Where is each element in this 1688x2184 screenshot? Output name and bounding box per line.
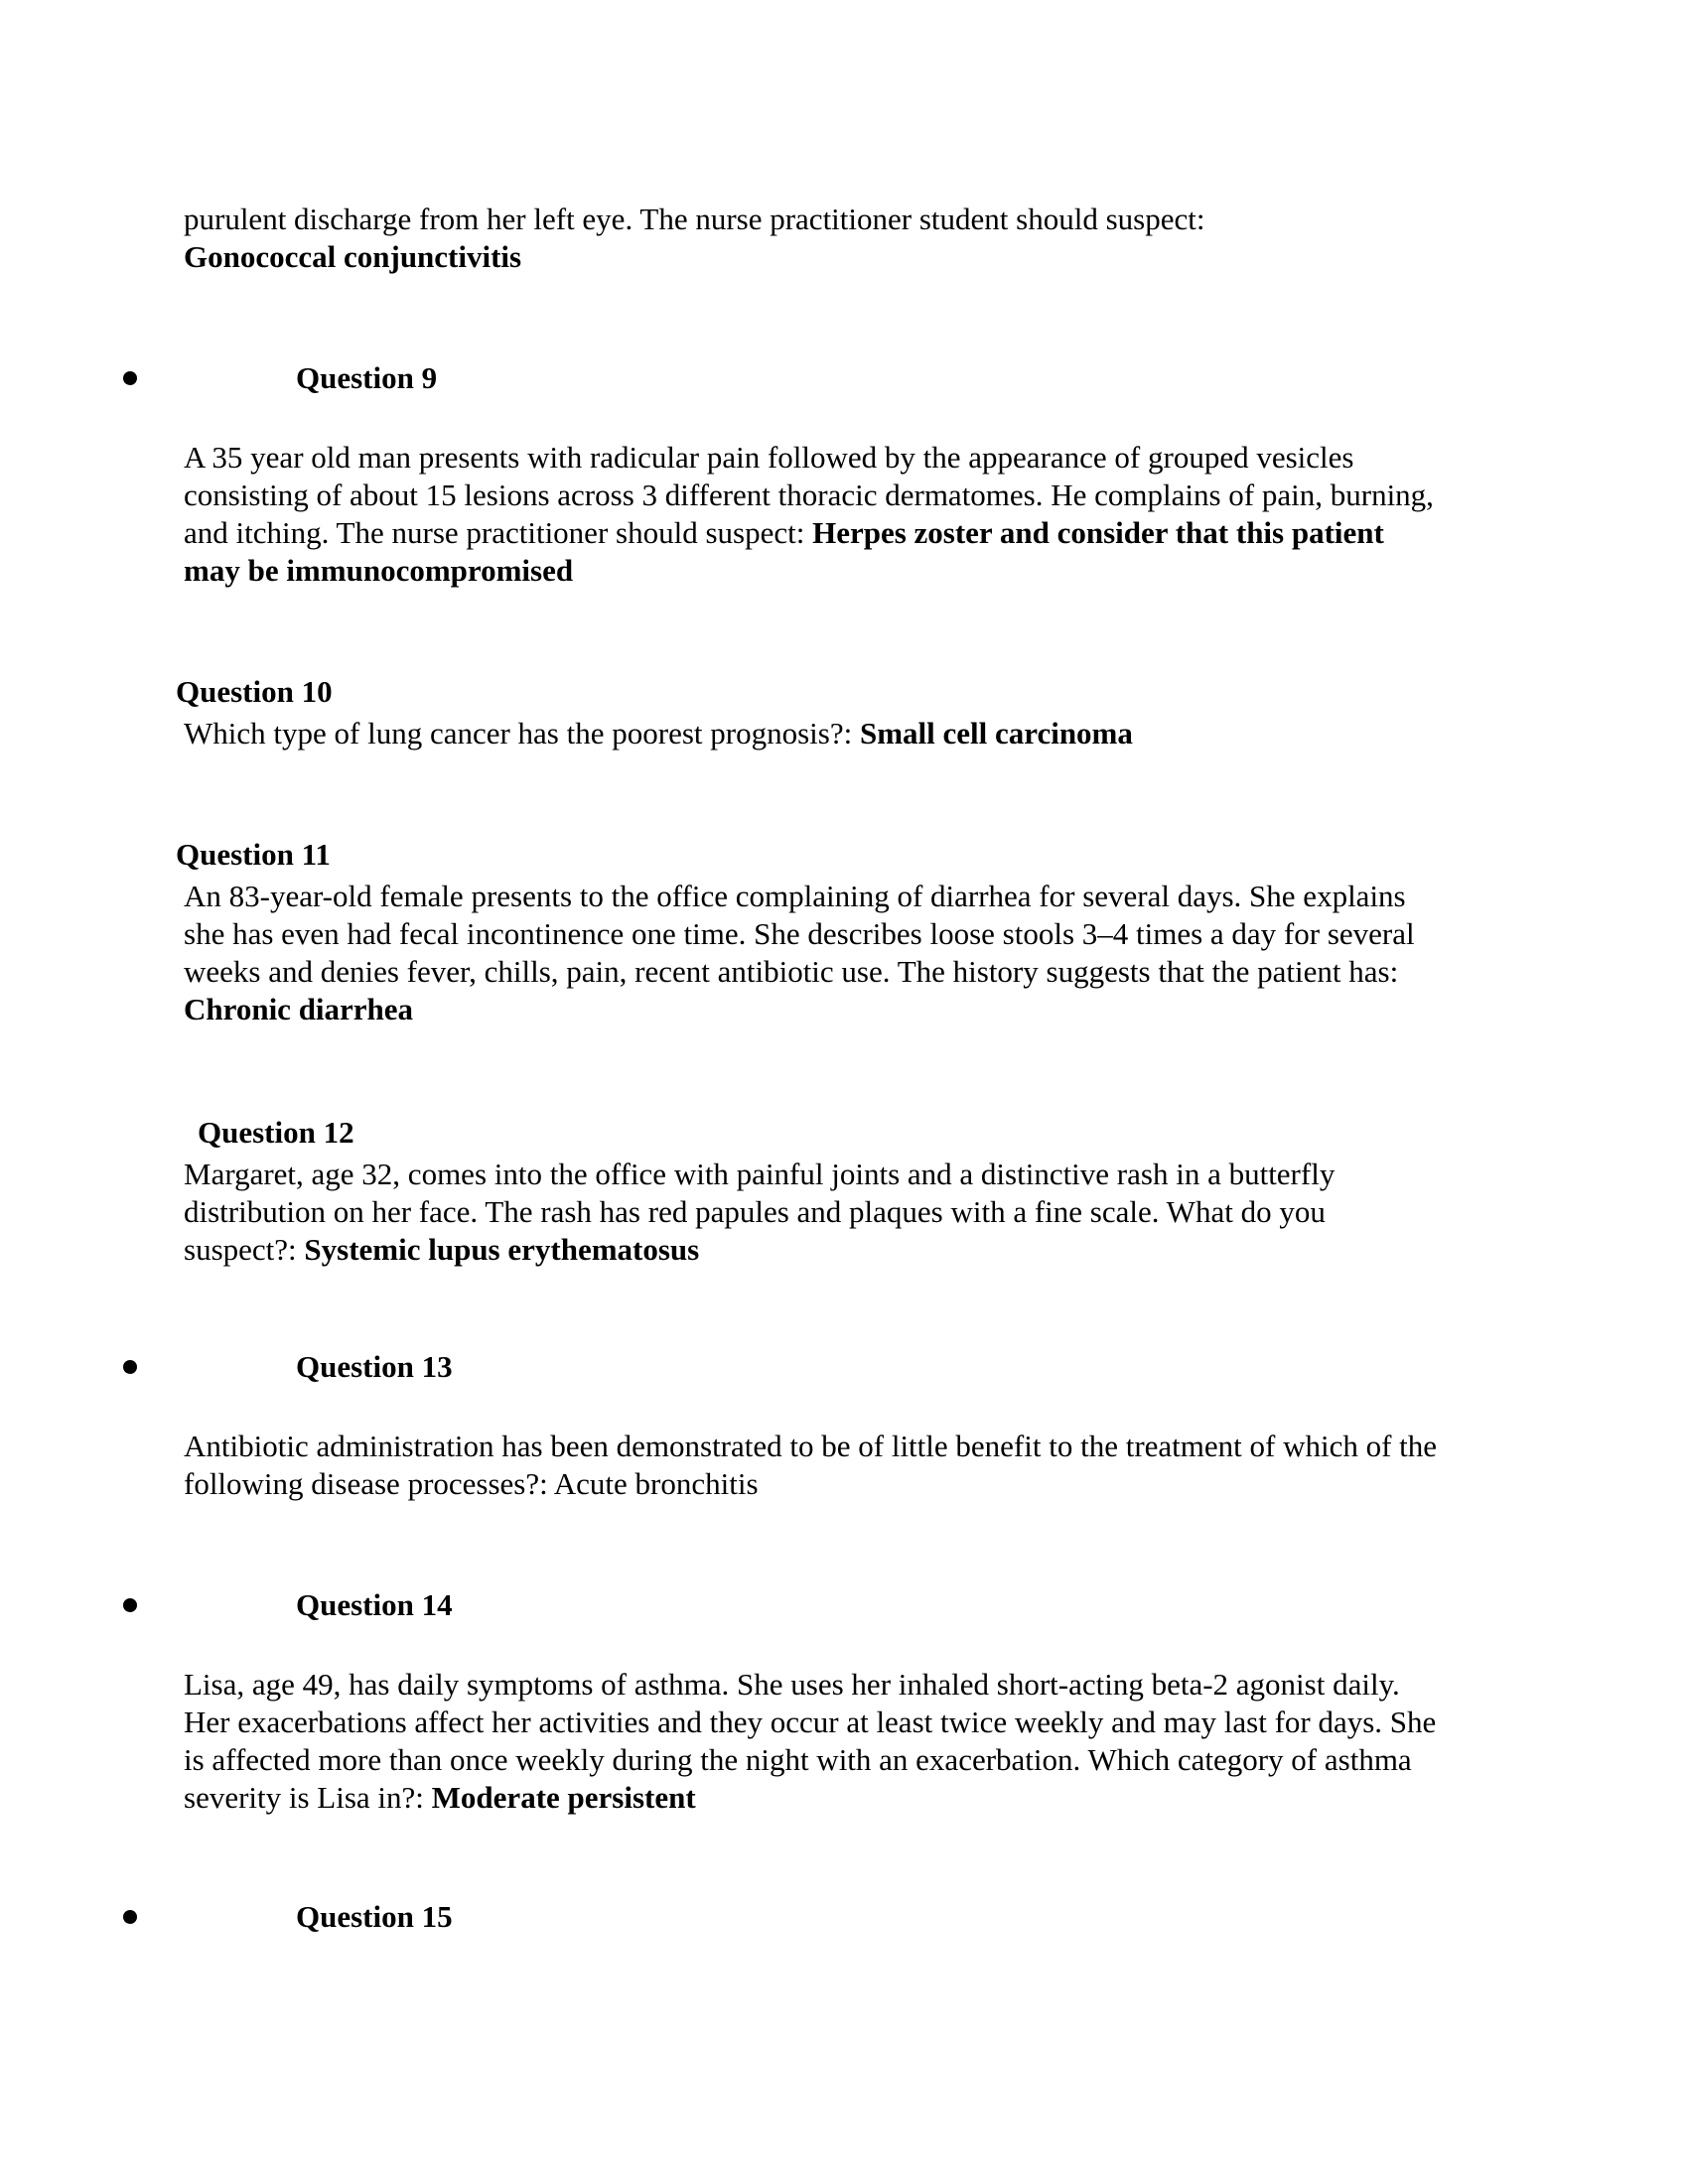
question-11-text: An 83-year-old female presents to the office complaining of diarrhea for several days. She explains she has even had fecal incontinence one time. She describes loose stools 3–4 times a day for several weeks and denies fever, chills, pain, recent antibiotic use. The history suggests that the patient has: — [184, 879, 1415, 989]
intro-text: purulent discharge from her left eye. The nurse practitioner student should suspect: — [184, 202, 1205, 236]
question-9-answer: Herpes zoster and consider that this patient may be immunocompromised — [184, 515, 1384, 588]
question-10-text: Which type of lung cancer has the poorest prognosis?: — [184, 716, 860, 751]
question-11-heading: Question 11 — [176, 837, 331, 872]
question-13-body — [184, 1428, 1445, 1503]
intro-paragraph — [184, 201, 1445, 276]
question-9-heading: Question 9 — [296, 360, 438, 395]
question-9-text: A 35 year old man presents with radicular pain followed by the appearance of grouped vesicles consisting of about 15 lesions across 3 different thoracic dermatomes. He complains of pain, burning, and itching. The nurse practitioner should suspect: — [184, 440, 1434, 550]
question-14-heading: Question 14 — [296, 1587, 453, 1622]
bullet-icon — [123, 1910, 137, 1924]
question-12-answer: Systemic lupus erythematosus — [304, 1232, 700, 1267]
question-11-body — [184, 878, 1445, 1028]
question-10-answer: Small cell carcinoma — [859, 716, 1133, 751]
question-12-text: Margaret, age 32, comes into the office with painful joints and a distinctive rash in a butterfly distribution on her face. The rash has red papules and plaques with a fine scale. What do you suspect?: — [184, 1157, 1336, 1267]
question-9-body — [184, 439, 1445, 590]
question-12-body — [184, 1156, 1445, 1269]
question-10-heading: Question 10 — [176, 674, 333, 709]
question-13-text: Antibiotic administration has been demonstrated to be of little benefit to the treatment of which of the following disease processes?: Acute bronchitis — [184, 1429, 1438, 1501]
question-10-body — [184, 715, 1445, 752]
bullet-icon — [123, 371, 137, 385]
question-12-heading: Question 12 — [198, 1115, 354, 1150]
question-14-text: Lisa, age 49, has daily symptoms of asthma. She uses her inhaled short-acting beta-2 agonist daily. Her exacerbations affect her activities and they occur at least twice weekly and may last for days. She is affected more than once weekly during the night with an exacerbation. Which category of asthma severity is Lisa in?: — [184, 1667, 1437, 1815]
intro-answer: Gonococcal conjunctivitis — [184, 239, 522, 274]
question-14-body — [184, 1666, 1445, 1817]
bullet-icon — [123, 1598, 137, 1612]
question-15-heading: Question 15 — [296, 1899, 453, 1934]
question-14-answer: Moderate persistent — [431, 1780, 696, 1815]
bullet-icon — [123, 1360, 137, 1374]
question-11-answer: Chronic diarrhea — [184, 992, 414, 1026]
question-13-heading: Question 13 — [296, 1349, 453, 1384]
